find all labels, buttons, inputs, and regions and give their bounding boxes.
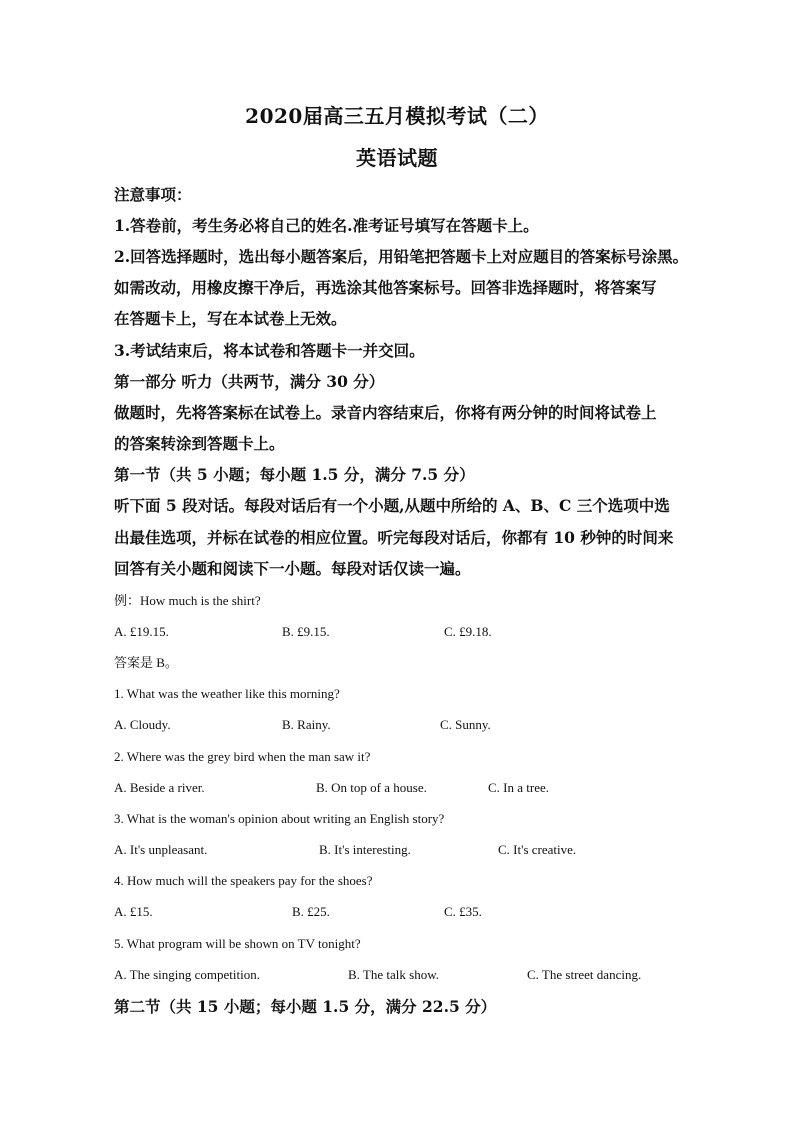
- question-3-option-a: A. It's unpleasant.: [114, 842, 208, 857]
- section1-instruction-line-1: 听下面 5 段对话。每段对话后有一个小题,从题中所给的 A、B、C 三个选项中选: [114, 496, 670, 515]
- question-3: 3. What is the woman's opinion about writing an English story?: [114, 811, 445, 826]
- question-2: 2. Where was the grey bird when the man saw it?: [114, 749, 371, 764]
- question-1: 1. What was the weather like this morning?: [114, 686, 340, 701]
- section2-heading: 第二节（共 15 小题；每小题 1.5 分，满分 22.5 分）: [114, 997, 497, 1016]
- notice-item-1: 1.答卷前，考生务必将自己的姓名.准考证号填写在答题卡上。: [114, 216, 539, 235]
- question-5-option-b: B. The talk show.: [348, 967, 439, 982]
- question-5-option-c: C. The street dancing.: [527, 967, 642, 982]
- part1-heading: 第一部分 听力（共两节，满分 30 分）: [114, 372, 385, 391]
- question-4-option-c: C. £35.: [444, 904, 482, 919]
- question-2-option-a: A. Beside a river.: [114, 780, 205, 795]
- exam-subtitle: 英语试题: [356, 146, 438, 170]
- example-option-b: B. £9.15.: [282, 624, 330, 639]
- question-3-option-c: C. It's creative.: [498, 842, 577, 857]
- question-4-option-b: B. £25.: [292, 904, 330, 919]
- example-option-a: A. £19.15.: [114, 624, 169, 639]
- question-1-option-a: A. Cloudy.: [114, 717, 171, 732]
- exam-title: 2020届高三五月模拟考试（二）: [245, 104, 549, 128]
- example-question: 例：How much is the shirt?: [114, 593, 261, 608]
- section1-instruction-line-3: 回答有关小题和阅读下一小题。每段对话仅读一遍。: [114, 559, 471, 578]
- question-4-option-a: A. £15.: [114, 904, 153, 919]
- question-2-option-c: C. In a tree.: [488, 780, 550, 795]
- part1-instruction-line-1: 做题时，先将答案标在试卷上。录音内容结束后，你将有两分钟的时间将试卷上: [114, 403, 657, 422]
- question-3-option-b: B. It's interesting.: [319, 842, 411, 857]
- part1-instruction-line-2: 的答案转涂到答题卡上。: [114, 434, 285, 453]
- notice-item-2-line-3: 在答题卡上，写在本试卷上无效。: [114, 309, 347, 328]
- question-5-option-a: A. The singing competition.: [114, 967, 260, 982]
- notice-item-2-line-2: 如需改动，用橡皮擦干净后，再选涂其他答案标号。回答非选择题时，将答案写: [114, 278, 657, 297]
- example-option-c: C. £9.18.: [444, 624, 492, 639]
- example-answer: 答案是 B。: [114, 655, 178, 670]
- question-1-option-c: C. Sunny.: [440, 717, 491, 732]
- question-1-option-b: B. Rainy.: [282, 717, 331, 732]
- section1-heading: 第一节（共 5 小题；每小题 1.5 分，满分 7.5 分）: [114, 465, 475, 484]
- question-5: 5. What program will be shown on TV tonight?: [114, 936, 361, 951]
- question-2-option-b: B. On top of a house.: [316, 780, 427, 795]
- notice-heading: 注意事项：: [114, 185, 192, 204]
- question-4: 4. How much will the speakers pay for the shoes?: [114, 873, 373, 888]
- section1-instruction-line-2: 出最佳选项，并标在试卷的相应位置。听完每段对话后，你都有 10 秒钟的时间来: [114, 528, 674, 547]
- notice-item-3: 3.考试结束后，将本试卷和答题卡一并交回。: [114, 341, 425, 360]
- notice-item-2-line-1: 2.回答选择题时，选出每小题答案后，用铅笔把答题卡上对应题目的答案标号涂黑。: [114, 247, 689, 266]
